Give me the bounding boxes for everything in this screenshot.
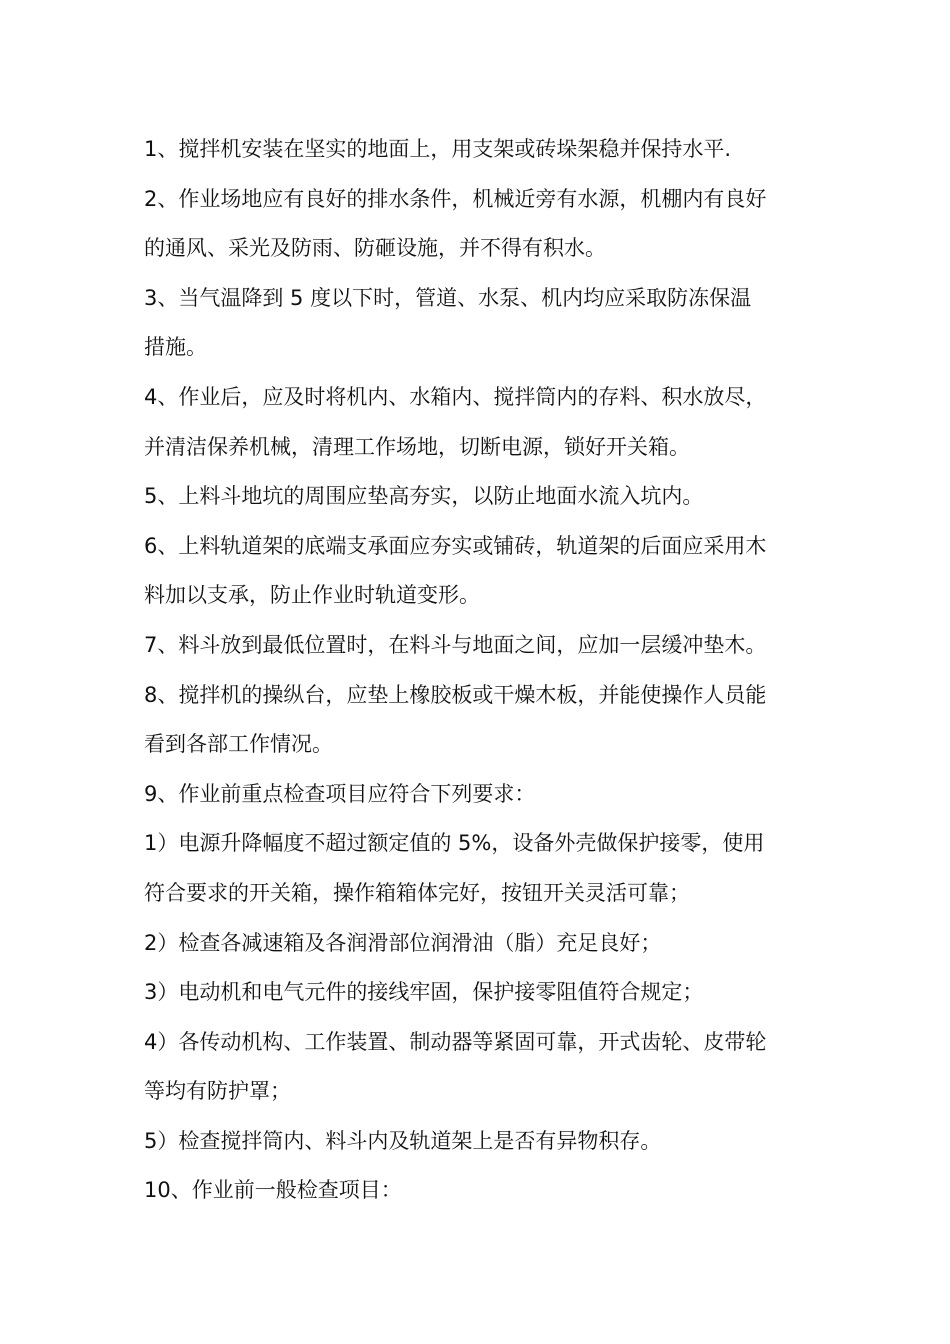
paragraph-line: 2、作业场地应有良好的排水条件，机械近旁有水源，机棚内有良好 [144, 186, 767, 211]
paragraph-8 [144, 671, 814, 770]
paragraph-line: 料加以支承，防止作业时轨道变形。 [144, 583, 480, 608]
document-body [144, 125, 814, 1216]
subitem-5 [144, 1117, 814, 1167]
paragraph-line: 5）检查搅拌筒内、料斗内及轨道架上是否有异物积存。 [144, 1128, 662, 1153]
subitem-2 [144, 919, 814, 969]
paragraph-line: 措施。 [144, 335, 207, 360]
paragraph-line: 8、搅拌机的操纵台，应垫上橡胶板或干燥木板，并能使操作人员能 [144, 682, 767, 707]
paragraph-line: 4、作业后，应及时将机内、水箱内、搅拌筒内的存料、积水放尽， [144, 384, 767, 409]
paragraph-line: 5、上料斗地坑的周围应垫高夯实，以防止地面水流入坑内。 [144, 484, 704, 509]
paragraph-1 [144, 125, 814, 175]
paragraph-line: 2）检查各减速箱及各润滑部位润滑油（脂）充足良好； [144, 930, 662, 955]
subitem-3 [144, 968, 814, 1018]
subitem-4 [144, 1018, 814, 1117]
paragraph-line: 10、作业前一般检查项目： [144, 1178, 402, 1203]
paragraph-line: 等均有防护罩； [144, 1079, 291, 1104]
paragraph-line: 看到各部工作情况。 [144, 732, 333, 757]
paragraph-4 [144, 373, 814, 472]
paragraph-line: 的通风、采光及防雨、防砸设施，并不得有积水。 [144, 236, 606, 261]
paragraph-line: 3）电动机和电气元件的接线牢固，保护接零阻值符合规定； [144, 980, 704, 1005]
paragraph-10 [144, 1166, 814, 1216]
paragraph-6 [144, 522, 814, 621]
paragraph-line: 3、当气温降到 5 度以下时，管道、水泵、机内均应采取防冻保温 [144, 285, 752, 310]
paragraph-9 [144, 770, 814, 820]
paragraph-line: 4）各传动机构、工作装置、制动器等紧固可靠，开式齿轮、皮带轮 [144, 1029, 767, 1054]
subitem-1 [144, 819, 814, 918]
paragraph-line: 7、料斗放到最低位置时，在料斗与地面之间，应加一层缓冲垫木。 [144, 632, 767, 657]
paragraph-line: 1）电源升降幅度不超过额定值的 5%，设备外壳做保护接零，使用 [144, 831, 765, 856]
paragraph-line: 9、作业前重点检查项目应符合下列要求： [144, 781, 536, 806]
paragraph-line: 1、搅拌机安装在坚实的地面上，用支架或砖垛架稳并保持水平. [144, 137, 732, 161]
paragraph-5 [144, 472, 814, 522]
paragraph-line: 并清洁保养机械，清理工作场地，切断电源，锁好开关箱。 [144, 434, 690, 459]
paragraph-3 [144, 274, 814, 373]
paragraph-2 [144, 175, 814, 274]
paragraph-7 [144, 621, 814, 671]
paragraph-line: 符合要求的开关箱，操作箱箱体完好，按钮开关灵活可靠； [144, 880, 690, 905]
paragraph-line: 6、上料轨道架的底端支承面应夯实或铺砖，轨道架的后面应采用木 [144, 533, 767, 558]
